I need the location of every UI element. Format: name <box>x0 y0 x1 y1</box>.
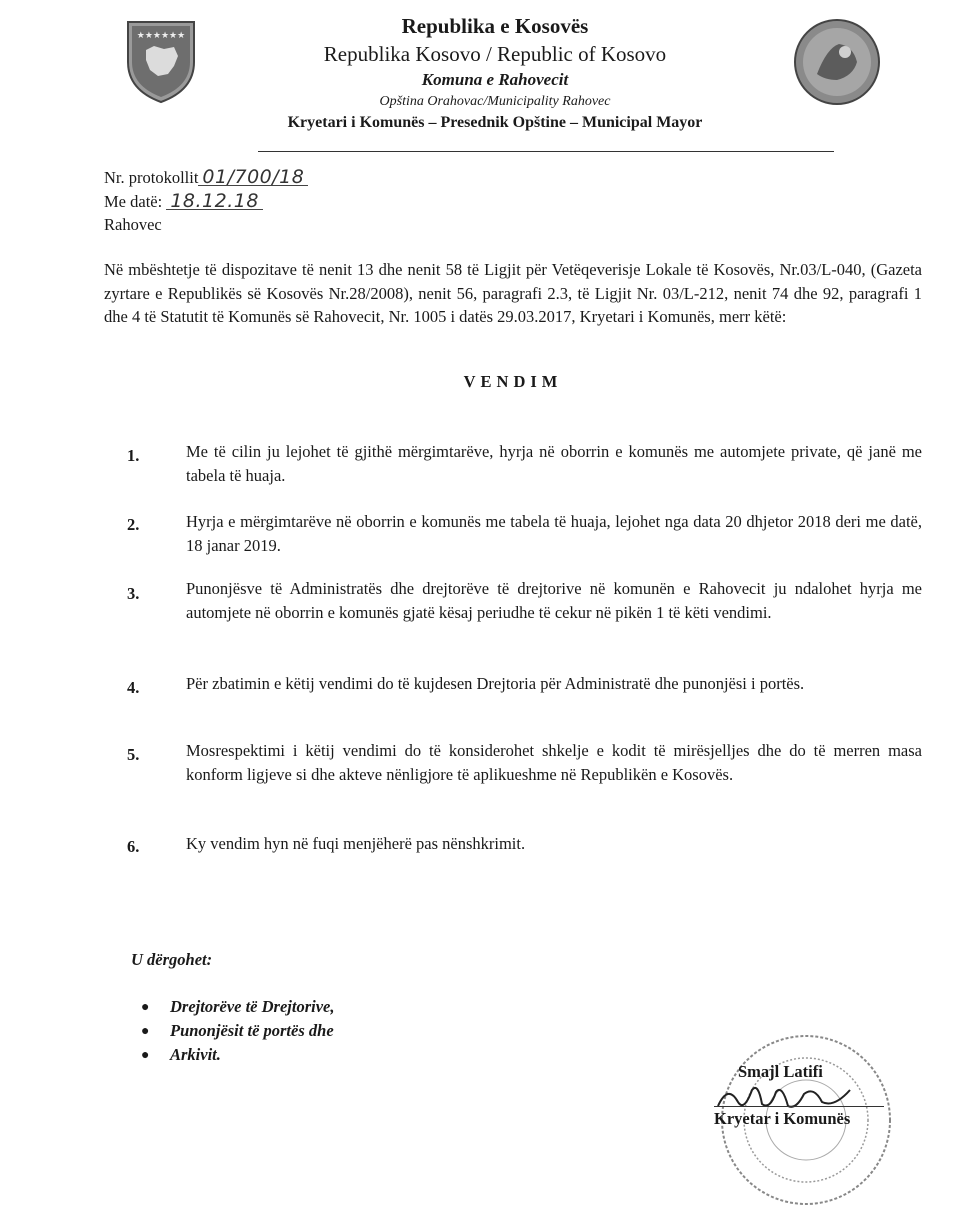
header-republic-serbian-english: Republika Kosovo / Republic of Kosovo <box>323 42 667 66</box>
recipient-item: Punonjësit të portës dhe <box>170 1021 334 1040</box>
signatory-title: Kryetar i Komunës <box>714 1109 851 1128</box>
item-text: Mosrespektimi i këtij vendimi do të konsiderohet shkelje e kodit të mirësjelljes dhe do të merren masa konform ligjeve si dhe akteve nënligjore të aplikueshme në Republikën e Kosovës. <box>186 741 922 784</box>
signatory-name: Smajl Latifi <box>738 1062 823 1081</box>
recipient-item: Drejtorëve të Drejtorive, <box>170 997 335 1016</box>
protocol-number <box>104 168 308 188</box>
protocol-value: 01/700/18 <box>198 169 308 186</box>
header-divider <box>258 151 834 152</box>
item-text: Hyrja e mërgimtarëve në oborrin e komunës me tabela të huaja, lejohet nga data 20 dhjetor 2018 deri me datë, 18 janar 2019. <box>186 512 922 555</box>
item-number: 5. <box>127 745 140 764</box>
protocol-label: Nr. protokollit <box>104 168 199 187</box>
item-text: Punonjësve të Administratës dhe drejtorëve të drejtorive në komunën e Rahovecit ju ndalohet hyrja me automjete në oborrin e komunës gjatë kësaj periudhe të cekur në pikën 1 të këti vendimi. <box>186 579 922 622</box>
item-number: 2. <box>127 515 140 534</box>
item-text: Për zbatimin e këtij vendimi do të kujdesen Drejtoria për Administratë dhe punonjësi i portës. <box>186 674 805 693</box>
preamble: Në mbështetje të dispozitave të nenit 13 dhe nenit 58 të Ligjit për Vetëqeverisje Lokale të Kosovës, Nr.03/L-040, (Gazeta zyrtare e Republikës së Kosovës Nr.28/2008), nenit 56, paragrafi 2.3, të Ligjit Nr. 03/L-212, nenit 74 dhe 92, paragrafi 1 dhe 4 të Statutit të Komunës së Rahovecit, Nr. 1005 i datës 29.03.2017, Kryetari i Komunës, merr këtë: <box>104 260 922 326</box>
header-municipality: Komuna e Rahovecit <box>421 70 569 89</box>
header-office: Kryetari i Komunës – Presednik Opštine – Municipal Mayor <box>287 114 703 131</box>
bullet-icon: ● <box>141 1024 150 1039</box>
item-number: 6. <box>127 837 140 856</box>
date-value: 18.12.18 <box>166 193 263 210</box>
document-date <box>104 192 263 212</box>
signature-line <box>714 1106 884 1107</box>
item-number: 1. <box>127 446 140 465</box>
recipient-item: Arkivit. <box>170 1045 221 1064</box>
item-text: Ky vendim hyn në fuqi menjëherë pas nënshkrimit. <box>186 834 526 853</box>
header-republic-albanian: Republika e Kosovës <box>401 14 589 38</box>
item-number: 4. <box>127 678 140 697</box>
item-number: 3. <box>127 584 140 603</box>
svg-text:★★★★★★: ★★★★★★ <box>136 31 186 41</box>
header-municipality-translations: Opština Orahovac/Municipality Rahovec <box>379 94 611 109</box>
place: Rahovec <box>104 215 162 234</box>
municipality-emblem-icon <box>793 18 881 106</box>
recipients-heading: U dërgohet: <box>131 950 213 969</box>
bullet-icon: ● <box>141 1048 150 1063</box>
date-label: Me datë: <box>104 192 163 211</box>
kosovo-coat-of-arms-icon <box>124 16 198 104</box>
item-text: Me të cilin ju lejohet të gjithë mërgimtarëve, hyrja në oborrin e komunës me automjete private, që janë me tabela të huaja. <box>186 442 922 485</box>
bullet-icon: ● <box>141 1000 150 1015</box>
decision-title: VENDIM <box>463 372 563 391</box>
